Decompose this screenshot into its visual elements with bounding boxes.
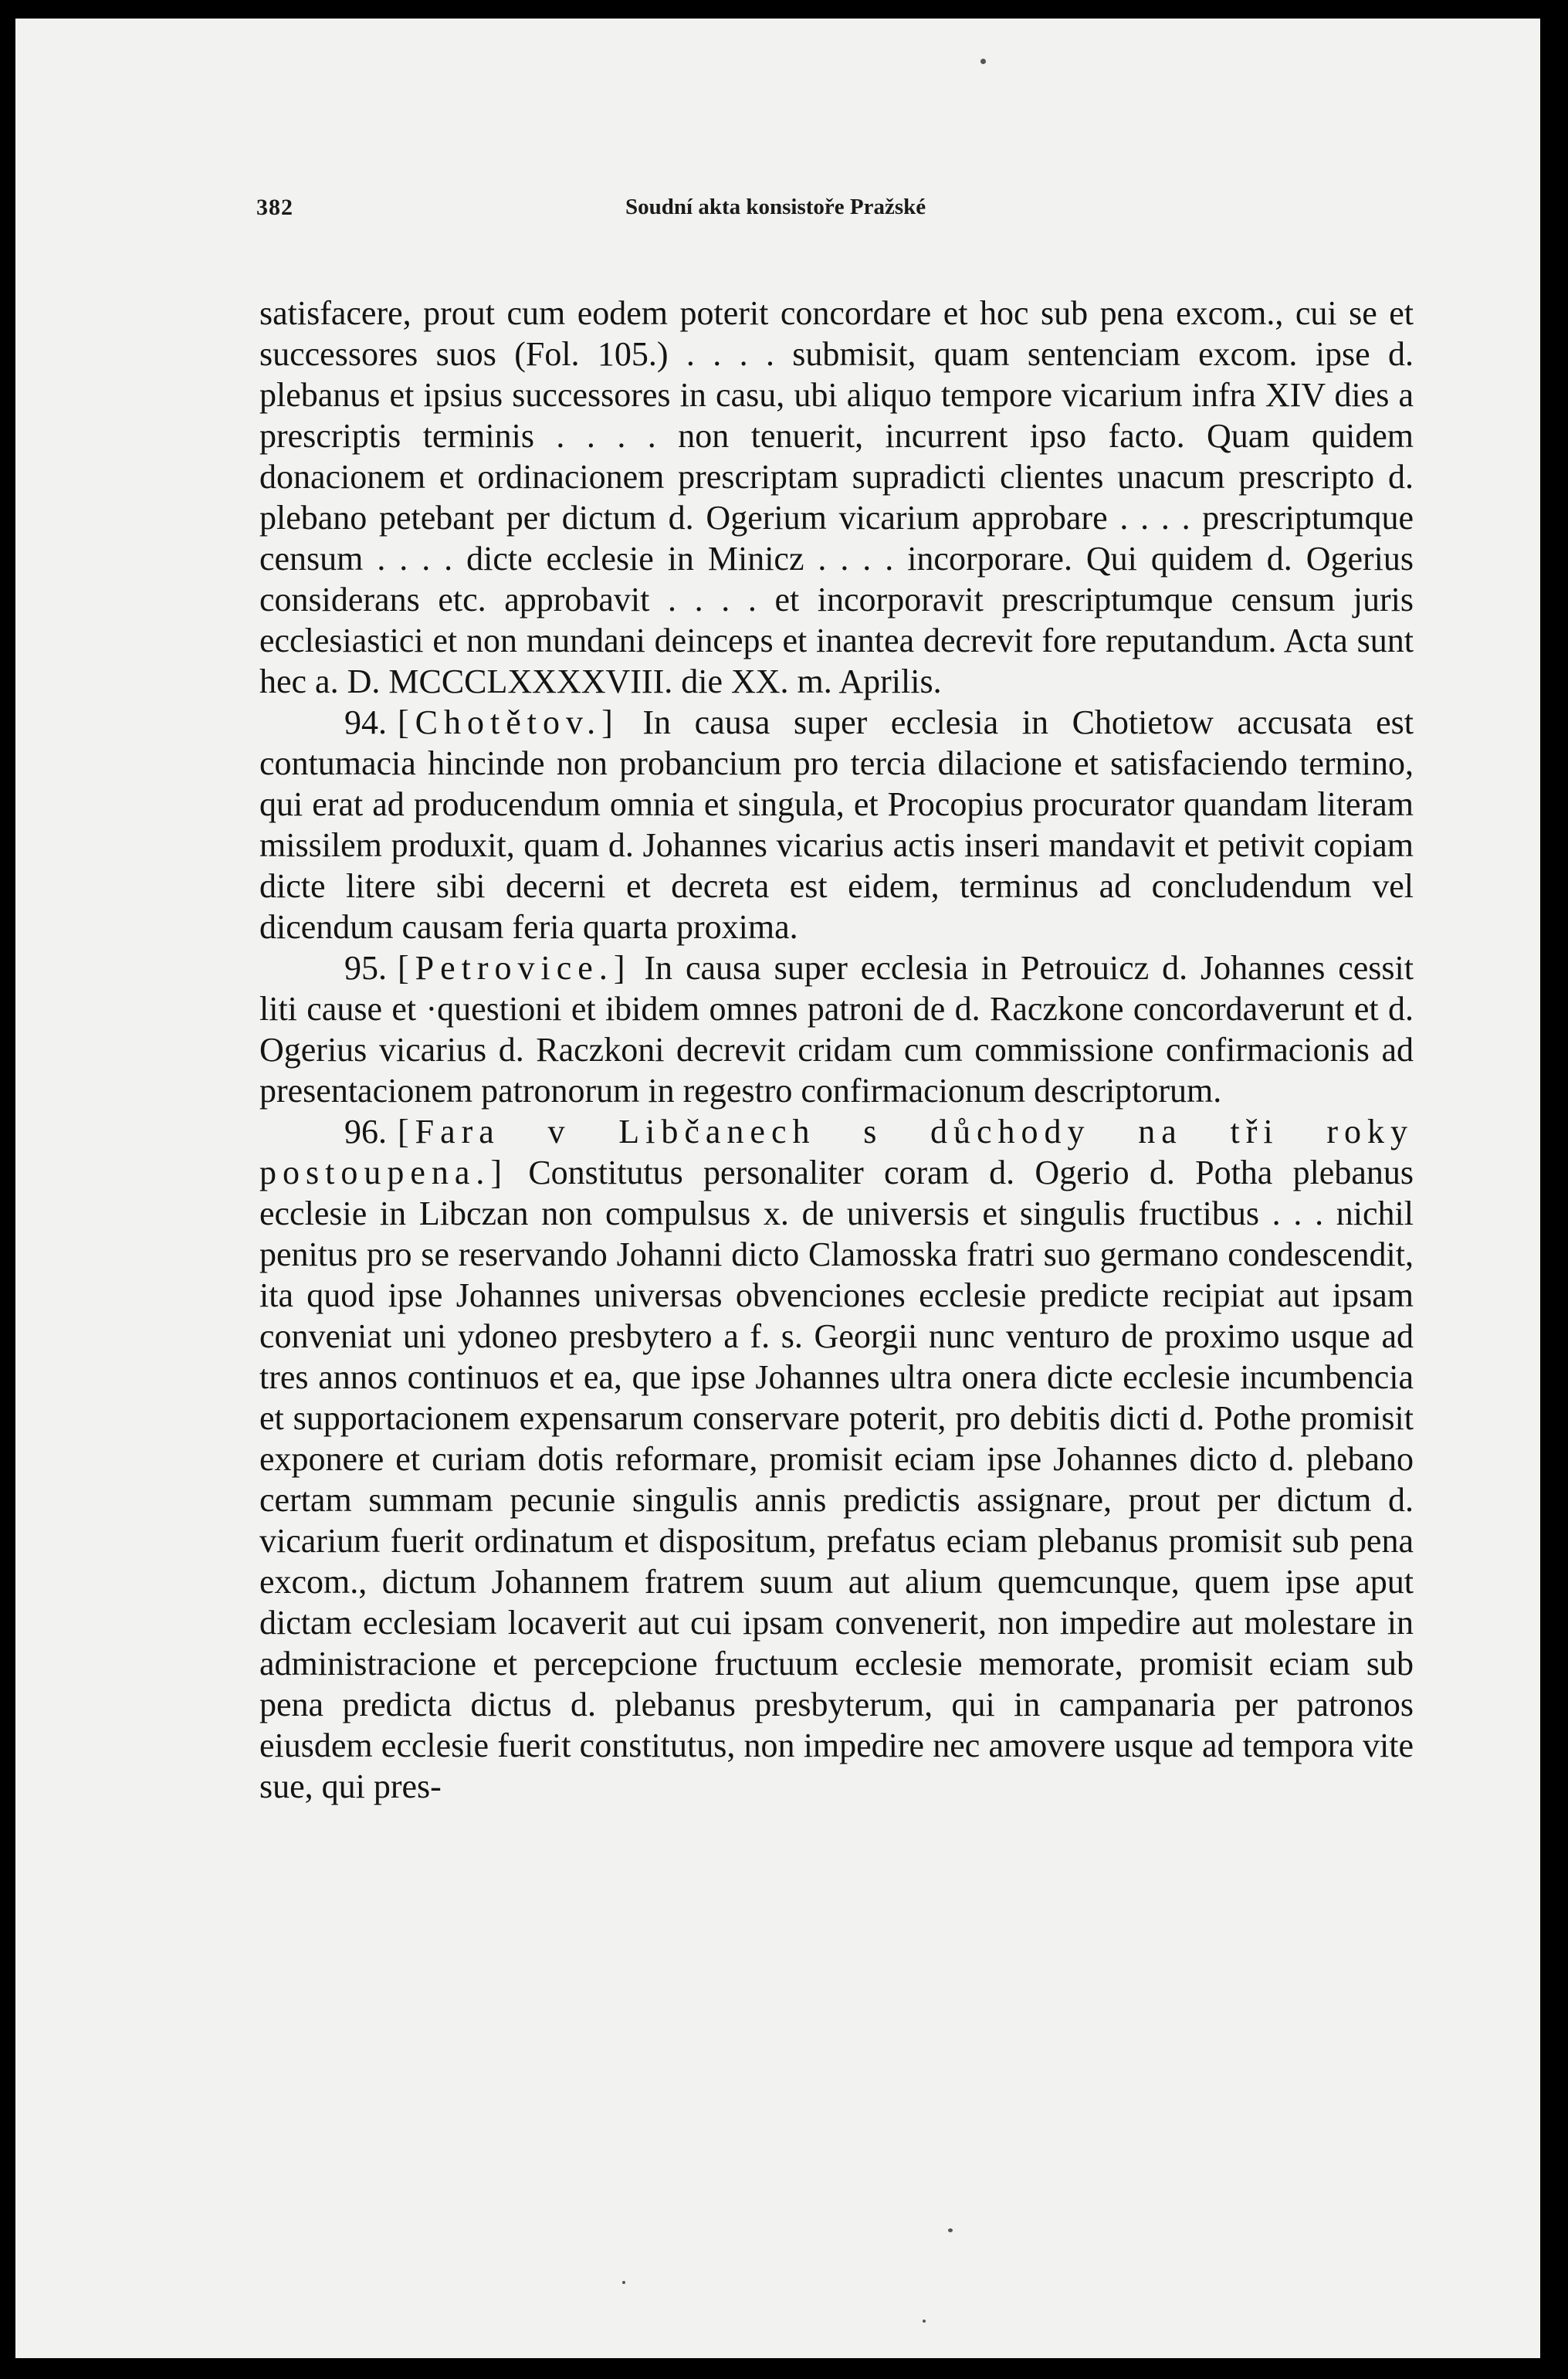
scan-speck <box>948 2228 953 2232</box>
entry-heading: [Chotětov.] <box>398 703 619 741</box>
paragraph-text: satisfacere, prout cum eodem poterit concordare et hoc sub pena excom., cui se et successores suos (Fol. 105.) . . . . submisit, quam sentenciam excom. ipse d. plebanus et ipsius successores in casu, ubi aliquo tempore vicarium infra XIV dies a prescriptis terminis . . . . non tenuerit, incurrent ipso facto. Quam quidem donacionem et ordinacionem prescriptam supradicti clientes unacum prescripto d. plebano petebant per dictum d. Ogerium vicarium approbare . . . . prescriptumque censum . . . . dicte ecclesie in Minicz . . . . incorporare. Qui quidem d. Ogerius considerans etc. approbavit . . . . et incorporavit prescriptumque censum juris ecclesiastici et non mundani deinceps et inantea decrevit fore reputandum. Acta sunt hec a. D. MCCCLXXXXVIII. die XX. m. Aprilis. <box>259 294 1414 700</box>
entry-94 <box>259 702 1414 947</box>
entry-number: 94. <box>344 703 387 741</box>
entry-number: 95. <box>344 949 387 987</box>
entry-text: Constitutus personaliter coram d. Ogerio d. Potha plebanus ecclesie in Libczan non compulsus x. de universis et singulis fructibus . . . nichil penitus pro se reservando Johanni dicto Clamosska fratri suo germano condescendit, ita quod ipse Johannes universas obvenciones ecclesie predicte recipiat aut ipsam conveniat uni ydoneo presbytero a f. s. Georgii nunc venturo de proximo usque ad tres annos continuos et ea, que ipse Johannes ultra onera dicte ecclesie incumbencia et supportacionem expensarum conservare poterit, pro debitis dicti d. Pothe promisit exponere et curiam dotis reformare, promisit eciam ipse Johannes dicto d. plebano certam summam pecunie singulis annis predictis assignare, prout per dictum d. vicarium fuerit ordinatum et dispositum, prefatus eciam plebanus promisit sub pena excom., dictum Johannem fratrem suum aut alium quemcunque, quem ipse aput dictam ecclesiam locaverit aut cui ipsam convenerit, non impedire aut molestare in administracione et percepcione fructuum ecclesie memorate, promisit eciam sub pena predicta dictus d. plebanus presbyterum, qui in campanaria per patronos eiusdem ecclesie fuerit constitutus, non impedire nec amovere usque ad tempora vite sue, qui pres- <box>259 1154 1414 1805</box>
book-page <box>15 19 1540 2358</box>
running-head <box>15 195 1540 233</box>
body-text <box>259 293 1414 1807</box>
scan-speck <box>923 2320 926 2323</box>
paragraph-continuation <box>259 293 1414 702</box>
entry-96 <box>259 1111 1414 1807</box>
entry-heading: [Petrovice.] <box>398 949 632 987</box>
scan-speck <box>980 59 986 64</box>
entry-heading: [Fara v Libčanech s důchody na tři roky postoupena.] <box>259 1113 1414 1191</box>
entry-number: 96. <box>344 1113 387 1151</box>
page-number: 382 <box>256 195 293 220</box>
entry-text: In causa super ecclesia in Petrouicz d. Johannes cessit liti cause et ·questioni et ibidem omnes patroni de d. Raczkone concordaverunt et d. Ogerius vicarius d. Raczkoni decrevit cridam cum commissione confirmacionis ad presentacionem patronorum in regestro confirmacionum descriptorum. <box>259 949 1414 1110</box>
scan-speck <box>622 2281 625 2284</box>
running-title: Soudní akta konsistoře Pražské <box>625 195 926 219</box>
entry-text: In causa super ecclesia in Chotietow accusata est contumacia hincinde non probancium pro tercia dilacione et satisfaciendo termino, qui erat ad producendum omnia et singula, et Procopius procurator quandam literam missilem produxit, quam d. Johannes vicarius actis inseri mandavit et petivit copiam dicte litere sibi decerni et decreta est eidem, terminus ad concludendum vel dicendum causam feria quarta proxima. <box>259 703 1414 946</box>
entry-95 <box>259 947 1414 1111</box>
